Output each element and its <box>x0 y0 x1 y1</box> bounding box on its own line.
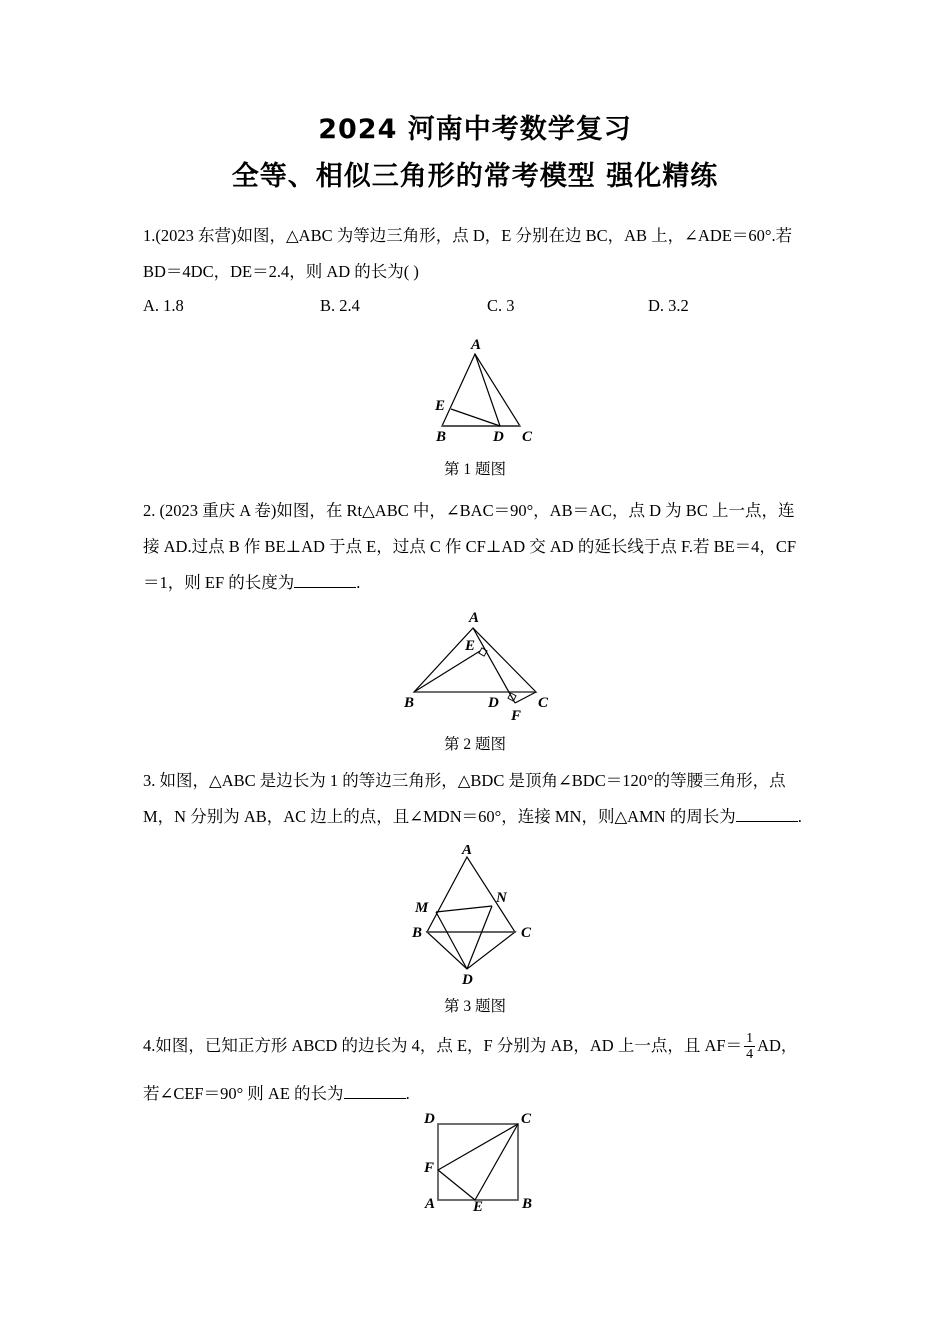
figure-3-label-B: B <box>412 925 423 941</box>
figure-2-caption: 第 2 题图 <box>443 736 506 753</box>
question-1-options <box>143 296 843 320</box>
question-2-line-3-text: ＝1，则 EF 的长度为 <box>143 573 295 592</box>
figure-3-label-D: D <box>462 972 473 985</box>
figure-3-diagram <box>395 845 555 985</box>
question-4-figure <box>0 1112 950 1217</box>
figure-1-label-C: C <box>522 429 533 445</box>
figure-1-label-A: A <box>471 337 482 353</box>
question-1-figure <box>0 336 950 479</box>
figure-3-label-N: N <box>496 890 507 906</box>
question-4-line-2-tail: . <box>405 1084 410 1103</box>
question-3-line-2-text: M，N 分别为 AB，AC 边上的点，且∠MDN＝60°，连接 MN，则△AMN 的周长为 <box>143 807 736 826</box>
figure-4-label-B: B <box>522 1196 533 1212</box>
question-2-text <box>143 493 833 601</box>
figure-3-label-C: C <box>521 925 532 941</box>
question-3-text <box>143 763 833 835</box>
question-4-line-1-part-b: AD， <box>757 1036 798 1055</box>
figure-1-caption: 第 1 题图 <box>443 461 506 478</box>
option-a[interactable]: A. 1.8 <box>143 296 184 315</box>
question-2-line-3-tail: . <box>356 573 361 592</box>
option-b[interactable]: B. 2.4 <box>320 296 360 315</box>
page-title <box>0 110 950 197</box>
fraction-numerator: 1 <box>746 1030 754 1046</box>
question-3-line-2-tail: . <box>797 807 802 826</box>
figure-3-label-M: M <box>415 900 429 916</box>
question-1-line-2: BD＝4DC，DE＝2.4，则 AD 的长为( ) <box>143 262 419 281</box>
figure-2-label-A: A <box>469 610 480 626</box>
figure-2-label-E: E <box>465 638 476 654</box>
question-3-line-2 <box>143 799 833 835</box>
figure-4-label-C: C <box>521 1112 532 1127</box>
question-2-figure <box>0 608 950 754</box>
figure-4-diagram <box>400 1112 550 1212</box>
question-2-line-2: 接 AD.过点 B 作 BE⊥AD 于点 E，过点 C 作 CF⊥AD 交 AD 的延长线于点 F.若 BE＝4，CF <box>143 537 797 556</box>
figure-4-label-A: A <box>425 1196 436 1212</box>
question-4-line-2 <box>143 1076 833 1112</box>
option-d[interactable]: D. 3.2 <box>648 296 689 315</box>
figure-4-label-E: E <box>473 1199 484 1212</box>
figure-2-label-C: C <box>538 695 549 711</box>
answer-blank-2[interactable] <box>294 587 356 588</box>
figure-1-label-D: D <box>493 429 504 445</box>
question-2-line-1: 2. (2023 重庆 A 卷)如图，在 Rt△ABC 中，∠BAC＝90°，AB＝AC，点 D 为 BC 上一点，连 <box>143 501 795 520</box>
figure-3-label-A: A <box>462 845 473 858</box>
figure-1-diagram <box>390 336 560 448</box>
answer-blank-4[interactable] <box>344 1098 406 1099</box>
figure-2-diagram <box>385 608 565 723</box>
figure-2-label-D: D <box>488 695 499 711</box>
figure-3-caption: 第 3 题图 <box>443 998 506 1015</box>
figure-1-label-B: B <box>436 429 447 445</box>
figure-1-label-E: E <box>435 398 446 414</box>
fraction-denominator: 4 <box>746 1046 754 1062</box>
option-c[interactable]: C. 3 <box>487 296 515 315</box>
figure-2-label-B: B <box>404 695 415 711</box>
question-2-line-3 <box>143 565 833 601</box>
figure-4-label-F: F <box>424 1160 435 1176</box>
figure-4-label-D: D <box>424 1112 435 1127</box>
question-3-line-1: 3. 如图，△ABC 是边长为 1 的等边三角形，△BDC 是顶角∠BDC＝120°的等腰三角形，点 <box>143 771 786 790</box>
figure-2-label-F: F <box>511 708 522 723</box>
question-4-line-2-text: 若∠CEF＝90° 则 AE 的长为 <box>143 1084 344 1103</box>
question-4-text <box>143 1028 833 1112</box>
question-4-line-1-part-a: 4.如图，已知正方形 ABCD 的边长为 4，点 E，F 分别为 AB，AD 上一点，且 AF＝ <box>143 1036 743 1055</box>
question-1-text <box>143 218 833 290</box>
fraction-one-quarter <box>744 1031 755 1062</box>
question-1-line-1: 1.(2023 东营)如图，△ABC 为等边三角形，点 D，E 分别在边 BC，AB 上，∠ADE＝60°.若 <box>143 226 793 245</box>
answer-blank-3[interactable] <box>736 821 798 822</box>
question-3-figure <box>0 845 950 1016</box>
title-line-1: 2024 河南中考数学复习 <box>318 114 632 145</box>
question-4-line-1 <box>143 1028 833 1064</box>
title-line-2: 全等、相似三角形的常考模型 强化精练 <box>231 161 719 192</box>
